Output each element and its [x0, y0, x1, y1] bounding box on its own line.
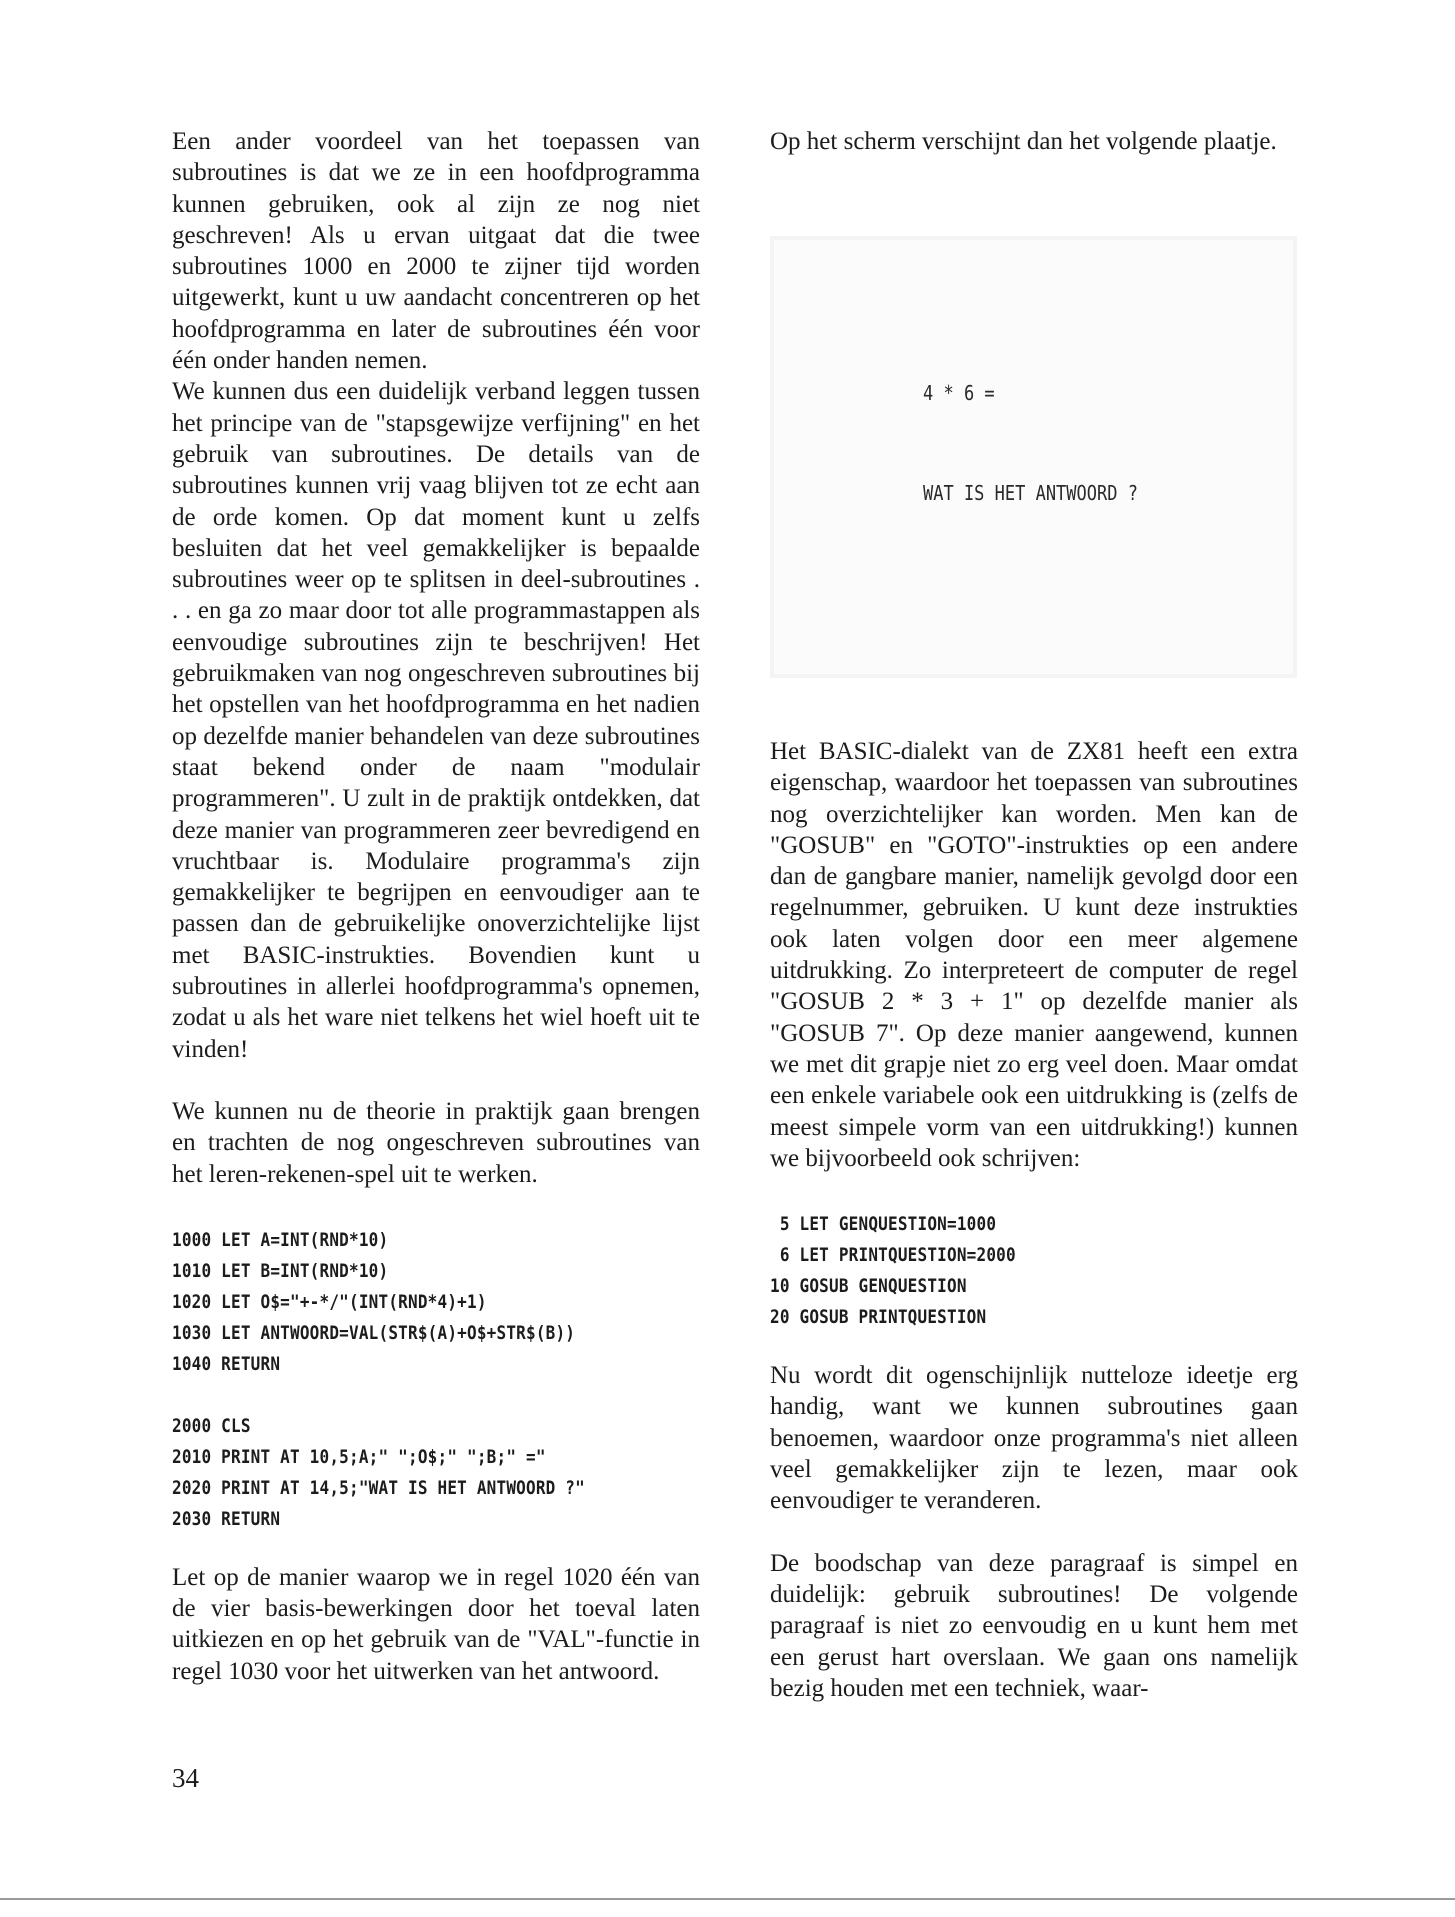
left-paragraph-3: We kunnen nu de theorie in praktijk gaan brengen en trachten de nog ongeschreven subroutines van het leren-rekenen-spel uit te werken. — [172, 1097, 700, 1188]
code-line: 20 GOSUB PRINTQUESTION — [770, 1305, 987, 1328]
code-listing-subroutine-2000 — [172, 1407, 700, 1531]
left-paragraph-1: Een ander voordeel van het toepassen van subroutines is dat we ze in een hoofdprogramma kunnen gebruiken, ook al zijn ze nog niet geschreven! Als u ervan uitgaat dat die twee subroutines 1000 en 2000 te zijner tijd worden uitgewerkt, kunt u uw aandacht concentreren op het hoofdprogramma en later de subroutines één voor één onder handen nemen. — [172, 128, 700, 375]
code-line: 2030 RETURN — [172, 1506, 281, 1530]
code-line: 2000 CLS — [172, 1413, 251, 1437]
code-line: 2020 PRINT AT 14,5;"WAT IS HET ANTWOORD ?" — [172, 1475, 585, 1499]
code-line: 1020 LET O$="+-*/"(INT(RND*4)+1) — [172, 1289, 487, 1313]
code-listing-gosub — [770, 1205, 1298, 1329]
left-paragraph-2: We kunnen dus een duidelijk verband leggen tussen het principe van de "stapsgewijze verfijning" en het gebruik van subroutines. De details van de subroutines kunnen vrij vaag blijven tot ze echt aan de orde komen. Op dat moment kunt u zelfs besluiten dat het veel gemakkelijker is bepaalde subroutines weer op te splitsen in deel-subroutines . . . en ga zo maar door tot alle programmastappen als eenvoudige subroutines zijn te beschrijven! Het gebruikmaken van nog ongeschreven subroutines bij het opstellen van het hoofdprogramma en het nadien op dezelfde manier behandelen van deze subroutines staat bekend onder de naam "modulair programmeren". U zult in de praktijk ontdekken, dat deze manier van programmeren zeer bevredigend en vruchtbaar is. Modulaire programma's zijn gemakkelijker te begrijpen en eenvoudiger aan te passen dan de gebruikelijke onoverzichtelijke lijst met BASIC-instrukties. Bovendien kunt u subroutines in allerlei hoofdprogramma's opnemen, zodat u als het ware niet telkens het wiel hoeft uit te vinden! — [172, 378, 700, 1063]
right-column — [770, 126, 1298, 157]
right-paragraph-3: Nu wordt dit ogenschijnlijk nutteloze ideetje erg handig, want we kunnen subroutines gaan benoemen, waardoor onze programma's niet alleen veel gemakkelijker zijn te lezen, maar ook eenvoudiger te veranderen. — [770, 1362, 1298, 1515]
bottom-rule — [0, 1898, 1455, 1900]
code-line: 1030 LET ANTWOORD=VAL(STR$(A)+O$+STR$(B)) — [172, 1320, 576, 1344]
page-number: 34 — [172, 1763, 199, 1793]
code-line: 1010 LET B=INT(RND*10) — [172, 1258, 389, 1282]
code-line: 1040 RETURN — [172, 1351, 281, 1375]
right-paragraph-2: Het BASIC-dialekt van de ZX81 heeft een extra eigenschap, waardoor het toepassen van subroutines nog overzichtelijker kan worden. Men kan de "GOSUB" en "GOTO"-instrukties op een andere dan de gangbare manier, namelijk gevolgd door een regelnummer, gebruiken. U kunt deze instrukties ook laten volgen door een meer algemene uitdrukking. Zo interpreteert de computer de regel "GOSUB 2 * 3 + 1" op dezelfde manier als "GOSUB 7". Op deze manier aangewend, kunnen we met dit grapje niet zo erg veel doen. Maar omdat een enkele variabele ook een uitdrukking is (zelfs de meest simpele vorm van een uitdrukking!) kunnen we bijvoorbeeld ook schrijven: — [770, 738, 1298, 1172]
code-line: 6 LET PRINTQUESTION=2000 — [770, 1243, 1016, 1266]
screen-prompt-line: WAT IS HET ANTWOORD ? — [923, 482, 1138, 506]
screen-question-line: 4 * 6 = — [923, 382, 995, 406]
code-line: 5 LET GENQUESTION=1000 — [770, 1212, 997, 1235]
right-column-lower — [770, 736, 1298, 1704]
left-column — [172, 126, 700, 1687]
left-paragraph-4: Let op de manier waarop we in regel 1020 één van de vier basis-bewerkingen door het toeval laten uitkiezen en op het gebruik van de "VAL"-functie in regel 1030 voor het uitwerken van het antwoord. — [172, 1563, 700, 1685]
screen-output-figure — [770, 236, 1297, 678]
code-line: 2010 PRINT AT 10,5;A;" ";O$;" ";B;" =" — [172, 1444, 546, 1468]
code-line: 1000 LET A=INT(RND*10) — [172, 1227, 389, 1251]
right-paragraph-1: Op het scherm verschijnt dan het volgende plaatje. — [770, 128, 1277, 155]
right-paragraph-4: De boodschap van deze paragraaf is simpel en duidelijk: gebruik subroutines! De volgende paragraaf is niet zo eenvoudig en u kunt hem met een gerust hart overslaan. We gaan ons namelijk bezig houden met een techniek, waar- — [770, 1549, 1298, 1702]
code-listing-subroutine-1000 — [172, 1221, 700, 1376]
code-line: 10 GOSUB GENQUESTION — [770, 1274, 967, 1297]
